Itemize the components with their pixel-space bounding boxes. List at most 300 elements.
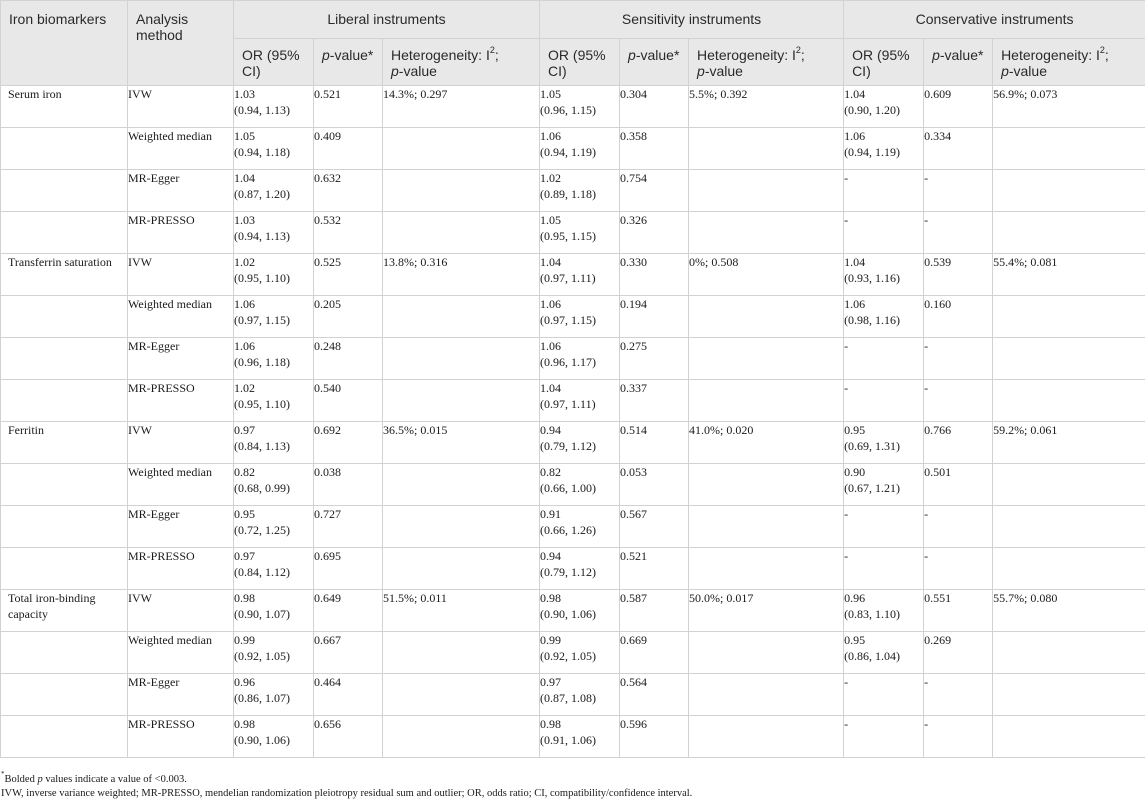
or-confidence-interval: (0.94, 1.19)	[844, 145, 901, 159]
cell-heterogeneity	[993, 674, 1145, 716]
cell-pvalue: 0.521	[620, 548, 689, 590]
or-confidence-interval: (0.67, 1.21)	[844, 481, 901, 495]
or-estimate: -	[844, 339, 849, 353]
cell-method: MR-Egger	[128, 170, 234, 212]
or-estimate: 1.06	[234, 339, 255, 353]
cell-pvalue: -	[924, 674, 993, 716]
or-estimate: 0.98	[540, 591, 562, 605]
table-row	[1, 86, 1145, 128]
table-row	[1, 212, 1145, 254]
cell-method: IVW	[128, 422, 234, 464]
or-confidence-interval: (0.96, 1.18)	[234, 355, 290, 369]
cell-pvalue: 0.334	[924, 128, 993, 170]
or-confidence-interval: (0.95, 1.10)	[234, 397, 290, 411]
or-confidence-interval: (0.84, 1.13)	[234, 439, 290, 453]
or-estimate: 0.82	[540, 465, 562, 479]
cell-pvalue: 0.275	[620, 338, 689, 380]
cell-or-ci	[540, 590, 620, 632]
cell-biomarker	[1, 338, 128, 380]
cell-heterogeneity	[993, 128, 1145, 170]
or-confidence-interval: (0.91, 1.06)	[540, 733, 597, 747]
cell-pvalue: 0.269	[924, 632, 993, 674]
cell-heterogeneity	[383, 548, 540, 590]
table-row	[1, 674, 1145, 716]
cell-pvalue: -	[924, 506, 993, 548]
cell-pvalue: 0.754	[620, 170, 689, 212]
cell-or-ci	[844, 548, 924, 590]
cell-or-ci	[844, 128, 924, 170]
cell-method: MR-PRESSO	[128, 716, 234, 758]
cell-or-ci	[540, 212, 620, 254]
or-confidence-interval: (0.94, 1.18)	[234, 145, 290, 159]
or-estimate: -	[844, 675, 849, 689]
cell-or-ci	[234, 212, 314, 254]
subheader-pvalue-liberal: p-value*	[314, 39, 383, 86]
cell-or-ci	[844, 716, 924, 758]
table-header	[1, 1, 1145, 86]
or-estimate: 0.95	[844, 633, 866, 647]
cell-or-ci	[540, 632, 620, 674]
cell-method: MR-PRESSO	[128, 380, 234, 422]
cell-heterogeneity	[383, 296, 540, 338]
or-estimate: 1.05	[540, 87, 562, 101]
cell-biomarker	[1, 212, 128, 254]
cell-heterogeneity	[383, 632, 540, 674]
table-row	[1, 548, 1145, 590]
cell-heterogeneity	[993, 464, 1145, 506]
or-estimate: 1.06	[844, 129, 866, 143]
or-confidence-interval: (0.86, 1.07)	[234, 691, 290, 705]
cell-or-ci	[540, 296, 620, 338]
subheader-pvalue-conservative: p-value*	[924, 39, 993, 86]
cell-or-ci	[844, 296, 924, 338]
cell-pvalue: 0.632	[314, 170, 383, 212]
cell-method: MR-PRESSO	[128, 212, 234, 254]
cell-heterogeneity: 56.9%; 0.073	[993, 86, 1145, 128]
cell-pvalue: 0.464	[314, 674, 383, 716]
cell-pvalue: 0.248	[314, 338, 383, 380]
cell-pvalue: -	[924, 380, 993, 422]
cell-pvalue: 0.727	[314, 506, 383, 548]
header-sensitivity-instruments: Sensitivity instruments	[540, 1, 844, 39]
footnote-abbreviations: IVW, inverse variance weighted; MR-PRESSO, mendelian randomization pleiotropy residual sum and outlier; OR, odds ratio; CI, compatibility/confidence interval.	[1, 788, 693, 799]
or-estimate: 1.06	[234, 297, 255, 311]
cell-or-ci	[844, 632, 924, 674]
or-estimate: 1.06	[540, 297, 562, 311]
or-estimate: 1.05	[234, 129, 255, 143]
cell-heterogeneity	[993, 716, 1145, 758]
cell-pvalue: -	[924, 212, 993, 254]
cell-or-ci	[234, 338, 314, 380]
or-estimate: -	[844, 549, 849, 563]
cell-pvalue: -	[924, 716, 993, 758]
cell-method: MR-Egger	[128, 338, 234, 380]
cell-pvalue: 0.567	[620, 506, 689, 548]
cell-heterogeneity: 55.4%; 0.081	[993, 254, 1145, 296]
cell-method: MR-PRESSO	[128, 548, 234, 590]
cell-method: Weighted median	[128, 464, 234, 506]
or-estimate: 1.02	[234, 381, 255, 395]
header-iron-biomarkers: Iron biomarkers	[1, 1, 128, 86]
or-confidence-interval: (0.87, 1.20)	[234, 187, 290, 201]
or-confidence-interval: (0.94, 1.13)	[234, 229, 290, 243]
cell-heterogeneity	[993, 212, 1145, 254]
cell-biomarker	[1, 170, 128, 212]
or-estimate: 0.96	[234, 675, 255, 689]
cell-heterogeneity: 59.2%; 0.061	[993, 422, 1145, 464]
or-confidence-interval: (0.86, 1.04)	[844, 649, 901, 663]
cell-biomarker: Ferritin	[1, 422, 128, 464]
or-confidence-interval: (0.90, 1.20)	[844, 103, 901, 117]
cell-pvalue: 0.330	[620, 254, 689, 296]
header-liberal-instruments: Liberal instruments	[234, 1, 540, 39]
cell-or-ci	[844, 380, 924, 422]
or-confidence-interval: (0.98, 1.16)	[844, 313, 901, 327]
cell-pvalue: 0.766	[924, 422, 993, 464]
cell-pvalue: 0.695	[314, 548, 383, 590]
or-estimate: 0.98	[540, 717, 562, 731]
cell-heterogeneity	[689, 380, 844, 422]
cell-or-ci	[234, 548, 314, 590]
cell-pvalue: 0.194	[620, 296, 689, 338]
cell-heterogeneity: 55.7%; 0.080	[993, 590, 1145, 632]
cell-method: IVW	[128, 254, 234, 296]
cell-heterogeneity	[383, 338, 540, 380]
or-estimate: 1.03	[234, 87, 255, 101]
cell-biomarker	[1, 128, 128, 170]
subheader-heterogeneity-conservative: Heterogeneity: $I^2$; p-value	[993, 39, 1145, 86]
or-estimate: 0.98	[234, 717, 255, 731]
cell-pvalue: 0.532	[314, 212, 383, 254]
table-row	[1, 506, 1145, 548]
table-row	[1, 632, 1145, 674]
cell-pvalue: 0.669	[620, 632, 689, 674]
subheader-pvalue-sensitivity: p-value*	[620, 39, 689, 86]
cell-heterogeneity	[383, 170, 540, 212]
or-confidence-interval: (0.92, 1.05)	[234, 649, 290, 663]
cell-or-ci	[540, 506, 620, 548]
cell-heterogeneity	[689, 716, 844, 758]
cell-heterogeneity	[383, 716, 540, 758]
cell-pvalue: 0.160	[924, 296, 993, 338]
cell-or-ci	[234, 674, 314, 716]
or-estimate: 0.82	[234, 465, 255, 479]
cell-heterogeneity	[993, 506, 1145, 548]
table-row	[1, 254, 1145, 296]
cell-heterogeneity: 13.8%; 0.316	[383, 254, 540, 296]
cell-pvalue: 0.564	[620, 674, 689, 716]
cell-heterogeneity	[689, 170, 844, 212]
cell-or-ci	[234, 506, 314, 548]
or-estimate: 0.91	[540, 507, 562, 521]
cell-heterogeneity	[689, 548, 844, 590]
or-estimate: 0.97	[540, 675, 562, 689]
cell-heterogeneity	[383, 506, 540, 548]
cell-heterogeneity: 5.5%; 0.392	[689, 86, 844, 128]
cell-or-ci	[234, 254, 314, 296]
header-conservative-instruments: Conservative instruments	[844, 1, 1145, 39]
or-estimate: 1.02	[540, 171, 562, 185]
cell-pvalue: 0.609	[924, 86, 993, 128]
cell-heterogeneity: 50.0%; 0.017	[689, 590, 844, 632]
cell-method: MR-Egger	[128, 674, 234, 716]
cell-heterogeneity	[383, 464, 540, 506]
cell-or-ci	[540, 422, 620, 464]
cell-pvalue: 0.656	[314, 716, 383, 758]
or-estimate: 1.04	[844, 87, 866, 101]
cell-heterogeneity	[993, 338, 1145, 380]
or-estimate: -	[844, 507, 849, 521]
cell-biomarker	[1, 548, 128, 590]
or-estimate: 1.04	[540, 381, 562, 395]
table-row	[1, 380, 1145, 422]
cell-or-ci	[234, 422, 314, 464]
cell-method: MR-Egger	[128, 506, 234, 548]
cell-heterogeneity: 41.0%; 0.020	[689, 422, 844, 464]
cell-method: Weighted median	[128, 632, 234, 674]
or-confidence-interval: (0.94, 1.19)	[540, 145, 597, 159]
cell-heterogeneity	[993, 632, 1145, 674]
cell-or-ci	[844, 464, 924, 506]
cell-heterogeneity	[689, 632, 844, 674]
subheader-or-ci-conservative: OR (95% CI)	[844, 39, 924, 86]
cell-pvalue: 0.596	[620, 716, 689, 758]
cell-heterogeneity	[993, 380, 1145, 422]
or-confidence-interval: (0.95, 1.10)	[234, 271, 290, 285]
subheader-or-ci-sensitivity: OR (95% CI)	[540, 39, 620, 86]
cell-method: Weighted median	[128, 128, 234, 170]
or-estimate: 0.94	[540, 423, 562, 437]
cell-or-ci	[844, 590, 924, 632]
cell-heterogeneity	[689, 128, 844, 170]
cell-pvalue: 0.539	[924, 254, 993, 296]
or-estimate: 0.97	[234, 423, 255, 437]
cell-or-ci	[844, 422, 924, 464]
or-estimate: 0.99	[540, 633, 562, 647]
cell-heterogeneity: 36.5%; 0.015	[383, 422, 540, 464]
cell-pvalue: 0.587	[620, 590, 689, 632]
cell-or-ci	[540, 674, 620, 716]
table-row	[1, 716, 1145, 758]
table-row	[1, 338, 1145, 380]
cell-pvalue: 0.521	[314, 86, 383, 128]
or-confidence-interval: (0.90, 1.07)	[234, 607, 290, 621]
cell-method: IVW	[128, 86, 234, 128]
cell-or-ci	[234, 632, 314, 674]
or-confidence-interval: (0.96, 1.17)	[540, 355, 597, 369]
subheader-or-ci-liberal: OR (95% CI)	[234, 39, 314, 86]
or-confidence-interval: (0.84, 1.12)	[234, 565, 290, 579]
cell-heterogeneity	[689, 212, 844, 254]
table-row	[1, 170, 1145, 212]
cell-heterogeneity	[383, 674, 540, 716]
cell-biomarker	[1, 380, 128, 422]
or-confidence-interval: (0.69, 1.31)	[844, 439, 901, 453]
table-row	[1, 128, 1145, 170]
cell-or-ci	[234, 296, 314, 338]
or-confidence-interval: (0.79, 1.12)	[540, 439, 597, 453]
cell-or-ci	[540, 170, 620, 212]
cell-heterogeneity: 14.3%; 0.297	[383, 86, 540, 128]
table-row	[1, 590, 1145, 632]
cell-or-ci	[540, 128, 620, 170]
cell-or-ci	[844, 86, 924, 128]
cell-heterogeneity	[689, 338, 844, 380]
or-estimate: 0.94	[540, 549, 562, 563]
or-estimate: 0.96	[844, 591, 866, 605]
header-analysis-method: Analysis method	[128, 1, 234, 86]
or-estimate: 1.06	[540, 129, 562, 143]
or-estimate: 1.04	[844, 255, 866, 269]
or-confidence-interval: (0.97, 1.15)	[234, 313, 290, 327]
cell-pvalue: 0.501	[924, 464, 993, 506]
cell-heterogeneity	[383, 380, 540, 422]
subheader-heterogeneity-liberal: Heterogeneity: $I^2$; p-value	[383, 39, 540, 86]
cell-biomarker: Transferrin saturation	[1, 254, 128, 296]
cell-pvalue: 0.649	[314, 590, 383, 632]
or-confidence-interval: (0.97, 1.11)	[540, 397, 596, 411]
cell-or-ci	[844, 338, 924, 380]
or-confidence-interval: (0.96, 1.15)	[540, 103, 597, 117]
or-confidence-interval: (0.97, 1.15)	[540, 313, 597, 327]
or-estimate: 0.97	[234, 549, 255, 563]
cell-heterogeneity	[993, 170, 1145, 212]
or-estimate: 1.04	[234, 171, 255, 185]
cell-heterogeneity	[689, 506, 844, 548]
cell-heterogeneity	[689, 296, 844, 338]
cell-pvalue: 0.358	[620, 128, 689, 170]
cell-or-ci	[540, 86, 620, 128]
footnote-bold-p: *Bolded p values indicate a value of <0.003.	[1, 769, 187, 785]
or-confidence-interval: (0.83, 1.10)	[844, 607, 901, 621]
cell-heterogeneity	[689, 674, 844, 716]
cell-biomarker	[1, 716, 128, 758]
table-row	[1, 464, 1145, 506]
cell-or-ci	[844, 254, 924, 296]
cell-pvalue: -	[924, 170, 993, 212]
or-estimate: 1.05	[540, 213, 562, 227]
or-confidence-interval: (0.90, 1.06)	[540, 607, 597, 621]
cell-or-ci	[540, 380, 620, 422]
cell-biomarker	[1, 632, 128, 674]
or-estimate: -	[844, 381, 849, 395]
cell-heterogeneity	[993, 296, 1145, 338]
cell-method: Weighted median	[128, 296, 234, 338]
table-row	[1, 422, 1145, 464]
or-confidence-interval: (0.97, 1.11)	[540, 271, 596, 285]
cell-or-ci	[844, 674, 924, 716]
cell-pvalue: 0.514	[620, 422, 689, 464]
cell-or-ci	[234, 716, 314, 758]
cell-or-ci	[234, 86, 314, 128]
cell-heterogeneity	[383, 212, 540, 254]
or-estimate: 0.99	[234, 633, 255, 647]
table-footnotes	[0, 769, 1145, 801]
or-estimate: 0.95	[844, 423, 866, 437]
cell-pvalue: 0.551	[924, 590, 993, 632]
subheader-heterogeneity-sensitivity: Heterogeneity: $I^2$; p-value	[689, 39, 844, 86]
or-estimate: 1.03	[234, 213, 255, 227]
cell-pvalue: 0.038	[314, 464, 383, 506]
or-estimate: 1.06	[540, 339, 562, 353]
or-confidence-interval: (0.95, 1.15)	[540, 229, 597, 243]
or-estimate: 1.02	[234, 255, 255, 269]
or-confidence-interval: (0.89, 1.18)	[540, 187, 597, 201]
cell-pvalue: 0.337	[620, 380, 689, 422]
cell-pvalue: 0.525	[314, 254, 383, 296]
cell-or-ci	[234, 380, 314, 422]
cell-or-ci	[234, 128, 314, 170]
cell-pvalue: 0.304	[620, 86, 689, 128]
or-confidence-interval: (0.92, 1.05)	[540, 649, 597, 663]
cell-pvalue: 0.540	[314, 380, 383, 422]
or-confidence-interval: (0.66, 1.26)	[540, 523, 597, 537]
or-confidence-interval: (0.93, 1.16)	[844, 271, 901, 285]
cell-heterogeneity: 0%; 0.508	[689, 254, 844, 296]
cell-heterogeneity: 51.5%; 0.011	[383, 590, 540, 632]
or-estimate: -	[844, 717, 849, 731]
footnote-asterisk: *	[1, 769, 5, 778]
or-estimate: 0.98	[234, 591, 255, 605]
cell-biomarker	[1, 296, 128, 338]
cell-biomarker	[1, 464, 128, 506]
or-estimate: -	[844, 213, 849, 227]
or-confidence-interval: (0.79, 1.12)	[540, 565, 597, 579]
cell-pvalue: 0.667	[314, 632, 383, 674]
cell-pvalue: 0.326	[620, 212, 689, 254]
or-estimate: 0.95	[234, 507, 255, 521]
or-confidence-interval: (0.94, 1.13)	[234, 103, 290, 117]
or-confidence-interval: (0.66, 1.00)	[540, 481, 597, 495]
cell-or-ci	[234, 464, 314, 506]
or-estimate: 1.06	[844, 297, 866, 311]
cell-pvalue: 0.205	[314, 296, 383, 338]
or-estimate: -	[844, 171, 849, 185]
cell-or-ci	[844, 170, 924, 212]
cell-or-ci	[540, 338, 620, 380]
cell-or-ci	[540, 254, 620, 296]
cell-heterogeneity	[993, 548, 1145, 590]
cell-biomarker: Serum iron	[1, 86, 128, 128]
cell-or-ci	[234, 590, 314, 632]
cell-or-ci	[540, 464, 620, 506]
cell-heterogeneity	[383, 128, 540, 170]
cell-pvalue: 0.053	[620, 464, 689, 506]
cell-pvalue: -	[924, 338, 993, 380]
cell-pvalue: -	[924, 548, 993, 590]
cell-method: IVW	[128, 590, 234, 632]
or-confidence-interval: (0.68, 0.99)	[234, 481, 290, 495]
cell-or-ci	[844, 506, 924, 548]
cell-or-ci	[540, 548, 620, 590]
or-estimate: 1.04	[540, 255, 562, 269]
cell-pvalue: 0.409	[314, 128, 383, 170]
cell-or-ci	[540, 716, 620, 758]
cell-biomarker	[1, 674, 128, 716]
table-row	[1, 296, 1145, 338]
cell-heterogeneity	[689, 464, 844, 506]
cell-or-ci	[234, 170, 314, 212]
cell-or-ci	[844, 212, 924, 254]
or-confidence-interval: (0.87, 1.08)	[540, 691, 597, 705]
or-confidence-interval: (0.72, 1.25)	[234, 523, 290, 537]
table-body	[1, 86, 1145, 758]
or-confidence-interval: (0.90, 1.06)	[234, 733, 290, 747]
cell-pvalue: 0.692	[314, 422, 383, 464]
or-estimate: 0.90	[844, 465, 866, 479]
cell-biomarker: Total iron-binding capacity	[1, 590, 128, 632]
cell-biomarker	[1, 506, 128, 548]
